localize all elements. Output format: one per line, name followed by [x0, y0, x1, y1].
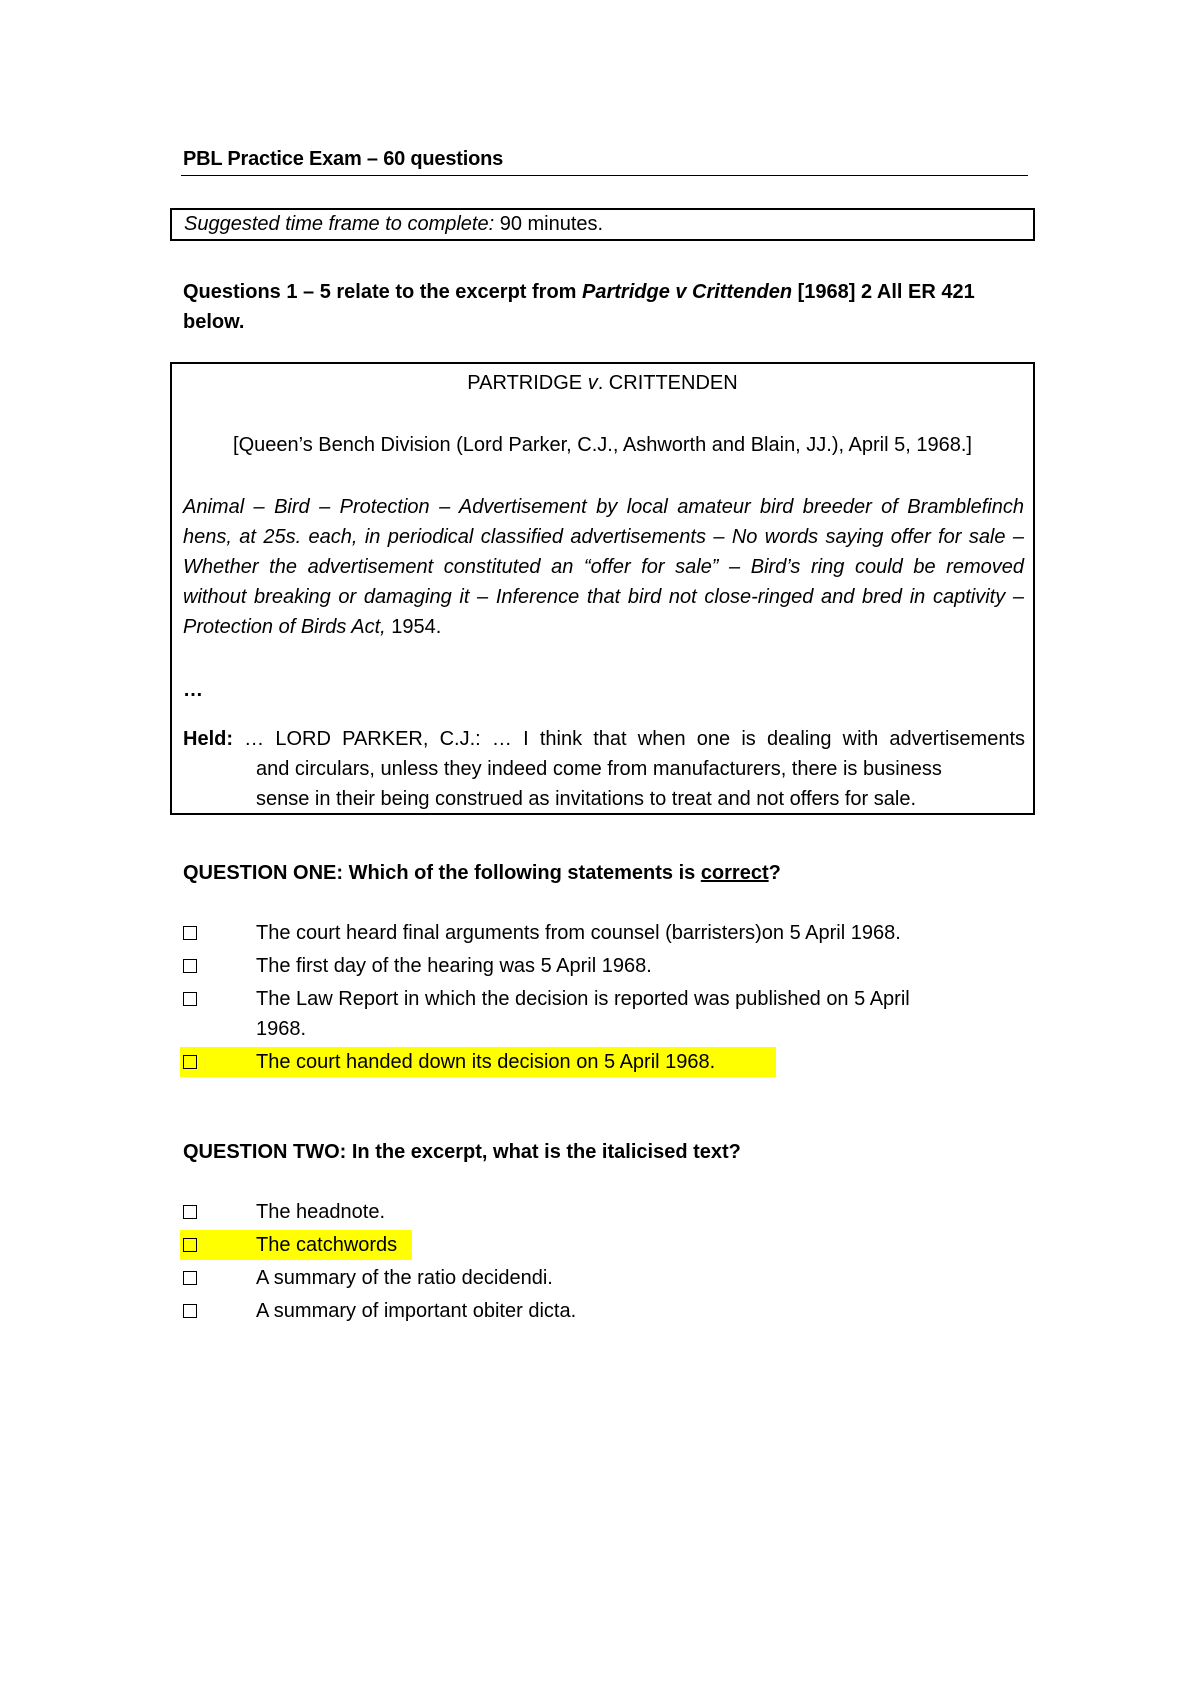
- excerpt-catchwords: [183, 492, 1024, 642]
- question-one: [183, 862, 781, 885]
- case-excerpt-box: [170, 362, 1035, 815]
- checkbox-icon[interactable]: [183, 959, 197, 973]
- q2-option-3-text: A summary of the ratio decidendi.: [256, 1267, 553, 1289]
- intro-before: Questions 1 – 5 relate to the excerpt from: [183, 281, 583, 303]
- q2-option-1-text: The headnote.: [256, 1201, 385, 1223]
- intro-after: [1968] 2 All ER 421 below.: [183, 281, 975, 333]
- q1-option-2-text: The first day of the hearing was 5 April 1968.: [256, 955, 652, 977]
- held-line-2: and circulars, unless they indeed come from manufacturers, there is business: [256, 758, 942, 780]
- questions-intro: [183, 277, 1028, 337]
- q1-option-3-text-line2: 1968.: [256, 1018, 307, 1040]
- held-line-3: sense in their being construed as invitations to treat and not offers for sale.: [256, 788, 917, 810]
- catchwords-year: 1954.: [385, 616, 442, 638]
- q1-option-3-text: The Law Report in which the decision is reported was published on 5 April: [256, 988, 910, 1010]
- title-rule: [181, 175, 1028, 176]
- excerpt-title-a: PARTRIDGE: [467, 372, 588, 394]
- question-one-suffix: ?: [768, 862, 781, 884]
- q2-option-4-text: A summary of important obiter dicta.: [256, 1300, 577, 1322]
- checkbox-icon[interactable]: [183, 992, 197, 1006]
- question-two: QUESTION TWO: In the excerpt, what is the italicised text?: [183, 1141, 741, 1163]
- held-line-1: [183, 724, 1025, 754]
- catchwords-text: Animal – Bird – Protection – Advertisement by local amateur bird breeder of Bramblefinch hens, at 25s. each, in periodical classified advertisements – No words saying offer for sale – Whether the advertisement constituted an “offer for sale” – Bird’s ring could be removed without breaking or damaging it – Inference that bird not close-ringed and bred in captivity – Protection of Birds Act,: [183, 496, 1024, 638]
- excerpt-case-title: [172, 372, 1033, 395]
- checkbox-icon[interactable]: [183, 926, 197, 940]
- excerpt-court-line: [Queen’s Bench Division (Lord Parker, C.J., Ashworth and Blain, JJ.), April 5, 1968.]: [233, 434, 972, 456]
- timeframe-box: [170, 208, 1035, 241]
- q1-option-1-text: The court heard final arguments from counsel (barristers)on 5 April 1968.: [256, 922, 901, 944]
- checkbox-icon[interactable]: [183, 1304, 197, 1318]
- timeframe-label: Suggested time frame to complete:: [184, 213, 495, 235]
- question-one-prefix: QUESTION ONE: Which of the following statements is: [183, 862, 701, 884]
- excerpt-title-b: . CRITTENDEN: [597, 372, 738, 394]
- excerpt-ellipsis: …: [183, 679, 203, 701]
- q1-option-4-text: The court handed down its decision on 5 April 1968.: [256, 1051, 716, 1073]
- checkbox-icon[interactable]: [183, 1271, 197, 1285]
- page-title: PBL Practice Exam – 60 questions: [183, 148, 504, 170]
- q2-option-2-text: The catchwords: [256, 1234, 398, 1256]
- held-line-1-text: … LORD PARKER, C.J.: … I think that when one is dealing with advertisements: [233, 728, 1025, 750]
- timeframe-value: 90 minutes.: [494, 213, 604, 235]
- question-one-underlined: correct: [700, 862, 769, 884]
- excerpt-title-v: v: [587, 372, 598, 394]
- checkbox-icon[interactable]: [183, 1205, 197, 1219]
- checkbox-icon[interactable]: [183, 1055, 197, 1069]
- excerpt-held: [183, 724, 1025, 814]
- intro-case-name: Partridge v Crittenden: [582, 281, 793, 303]
- held-label: Held:: [183, 728, 233, 750]
- checkbox-icon[interactable]: [183, 1238, 197, 1252]
